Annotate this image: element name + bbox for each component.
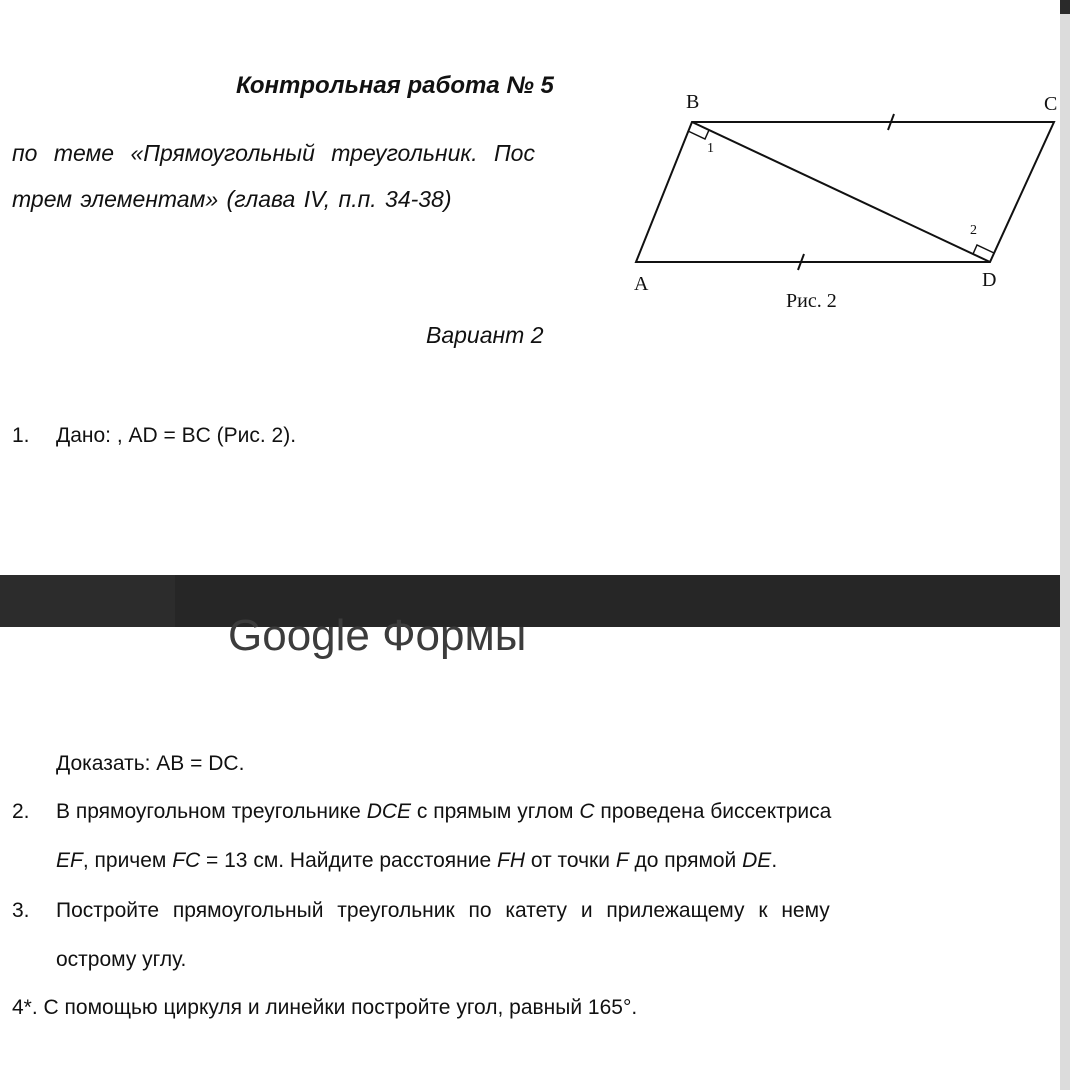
topic-line-1: по теме «Прямоугольный треугольник. Пос	[12, 140, 535, 166]
dark-overlay-band	[0, 575, 1060, 660]
text-part: FC	[172, 849, 201, 872]
figure-caption: Рис. 2	[786, 290, 837, 312]
document-title: Контрольная работа № 5	[236, 72, 554, 99]
text-part: DCE	[366, 800, 412, 823]
text-part: DE	[742, 849, 772, 872]
parallelogram-figure	[628, 68, 1060, 318]
task-4	[12, 996, 637, 1020]
parallelogram-abcd	[636, 122, 1054, 262]
angle-2-label: 2	[970, 223, 977, 238]
text-part: F	[615, 849, 629, 872]
text-part: FH	[497, 849, 526, 872]
text-part: от точки	[525, 849, 616, 872]
task-3-line-1: Постройте прямоугольный треугольник по катету и прилежащему к нему	[56, 899, 830, 922]
task-3-number: 3.	[12, 899, 30, 922]
text-part: , причем	[82, 849, 173, 872]
text-part: В прямоугольном треугольнике	[56, 800, 367, 823]
text-part: C	[579, 800, 595, 823]
overlay-block	[0, 575, 175, 627]
task-3-line-2: острому углу.	[56, 948, 187, 971]
right-angle-b	[688, 130, 709, 139]
task-4-text: С помощью циркуля и линейки постройте угол, равный 165°.	[43, 996, 638, 1019]
task-1-number: 1.	[12, 424, 30, 447]
label-a: A	[634, 273, 649, 295]
text-part: EF	[56, 849, 83, 872]
task-1-prove: Доказать: AB = DC.	[56, 752, 245, 775]
right-angle-d	[973, 245, 994, 254]
label-b: B	[686, 91, 700, 113]
variant-label: Вариант 2	[426, 322, 544, 348]
task-4-number: 4*.	[12, 996, 38, 1019]
diagonal-bd	[692, 122, 990, 262]
topic-line-2: трем элементам» (глава IV, п.п. 34-38)	[12, 186, 452, 212]
angle-1-label: 1	[707, 141, 714, 156]
page-right-edge	[1060, 0, 1070, 1090]
task-1-text: Дано: , AD = BC (Рис. 2).	[56, 424, 297, 447]
text-part: .	[771, 849, 778, 872]
text-part: проведена биссектриса	[594, 800, 832, 823]
text-part: с прямым углом	[411, 800, 580, 823]
text-part: = 13 см. Найдите расстояние	[200, 849, 498, 872]
overlay-watermark-text: Google Формы	[228, 611, 527, 660]
task-2-line-2	[56, 849, 777, 873]
label-c: C	[1044, 93, 1058, 115]
page-corner-mark	[1060, 0, 1070, 14]
task-2-line-1	[56, 800, 831, 824]
task-2-number: 2.	[12, 800, 30, 823]
text-part: до прямой	[628, 849, 743, 872]
label-d: D	[982, 269, 997, 291]
